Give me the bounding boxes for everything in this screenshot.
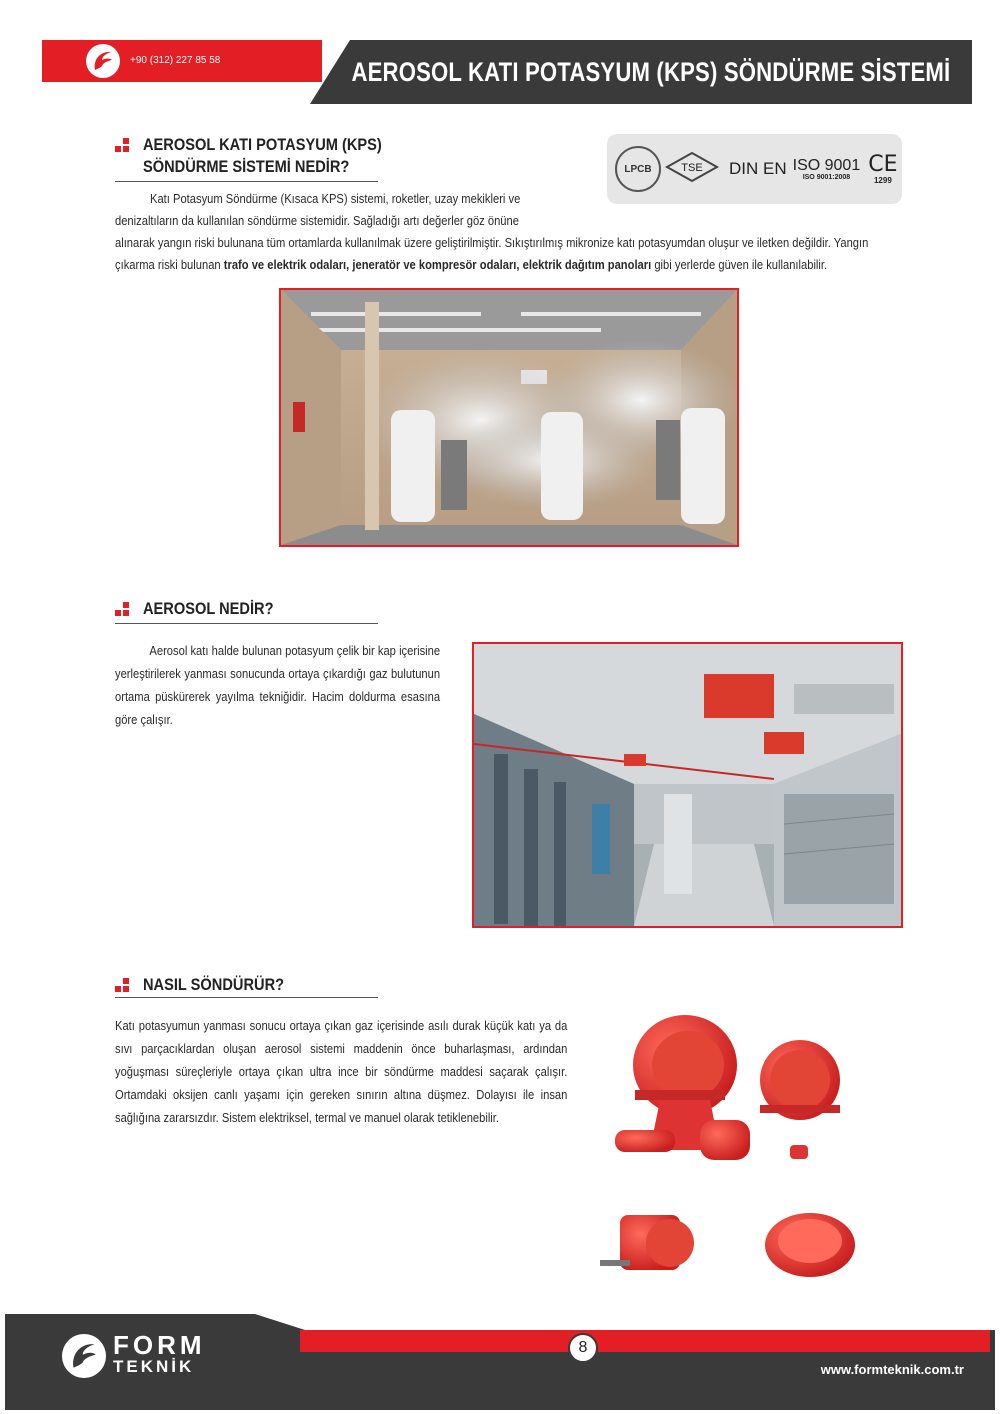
footer-red-band xyxy=(300,1330,990,1352)
section1-para-line4-bold: trafo ve elektrik odaları, jeneratör ve kompresör odaları, elektrik dağıtım panoları xyxy=(223,257,652,272)
footer-website-link[interactable]: www.formteknik.com.tr xyxy=(820,1362,964,1377)
footer-brand-bottom: TEKNİK xyxy=(113,1357,195,1376)
section2-heading xyxy=(115,598,295,620)
aerosol-modules-image xyxy=(600,1205,870,1285)
section3-paragraph: Katı potasyumun yanması sonucu ortaya çıkan gaz içerisinde asılı durak küçük katı ya da sıvı parçacıklardan oluşan aerosol sistemi maddenin önce buharlaşması, ardından yoğuşması süreçleriyle ortaya çıkan ultra ince bir söndürme maddesi saçarak çalışır. Ortamdaki oksijen canlı yaşamı için gereken sınırın altına düşmez. Dolayısı ile insan sağlığına zararsızdır. Sistem elektriksel, termal ve manuel olarak tetiklenebilir. xyxy=(115,1018,568,1125)
section2-title: AEROSOL NEDİR? xyxy=(143,599,274,618)
aerosol-generators-image xyxy=(600,1010,880,1185)
tse-label: TSE xyxy=(681,161,703,174)
electrical-room-photo xyxy=(472,642,903,928)
square-bullet-icon xyxy=(115,602,133,616)
section3-heading xyxy=(115,974,307,996)
page-number: 8 xyxy=(568,1333,598,1363)
section1-para-line3: alınarak yangın riski bulunana tüm ortamlarda kullanılmak üzere geliştirilmiştir. Sıkıştırılmış mikronize katı potasyumdan oluşur ve iletken değildir. Yangın xyxy=(115,235,869,250)
lpcb-label: LPCB xyxy=(624,163,652,175)
section1-para-line4-post: gibi yerlerde güven ile kullanılabilir. xyxy=(651,257,828,272)
footer-brand xyxy=(113,1332,206,1376)
ce-mark xyxy=(868,151,898,185)
certification-badges xyxy=(607,134,902,204)
iso-badge xyxy=(793,157,861,181)
square-bullet-icon xyxy=(115,138,133,152)
section1-para-line2: denizaltıların da kullanılan söndürme sistemidir. Sağladığı artı değerler göz önüne xyxy=(115,213,519,228)
lpcb-seal-icon xyxy=(615,146,661,192)
section2-rule xyxy=(115,623,378,624)
brand-logo-icon xyxy=(86,44,120,78)
ce-label: CE xyxy=(868,151,898,177)
square-bullet-icon xyxy=(115,978,133,992)
page-title: AEROSOL KATI POTASYUM (KPS) SÖNDÜRME SİSTEMİ xyxy=(351,57,950,87)
ce-number: 1299 xyxy=(873,175,892,185)
section3-rule xyxy=(115,997,378,998)
iso-sub-label: ISO 9001:2008 xyxy=(802,174,851,181)
footer-brand-top: FORM xyxy=(113,1330,206,1360)
section2-paragraph: Aerosol katı halde bulunan potasyum çelik bir kap içerisine yerleştirilerek yanması sonucunda ortaya çıkardığı gaz bulutunun ortama püskürerek yayılma tekniğidir. Hacim doldurma esasına göre çalışır. xyxy=(115,643,441,727)
section1-title-line2: SÖNDÜRME SİSTEMİ NEDİR? xyxy=(143,157,350,176)
section1-title-line1: AEROSOL KATI POTASYUM (KPS) xyxy=(143,135,382,154)
section1-rule xyxy=(115,181,378,182)
section1-heading xyxy=(115,134,421,178)
tse-badge-icon xyxy=(663,150,721,189)
section3-title: NASIL SÖNDÜRÜR? xyxy=(143,975,285,994)
room-aerosol-photo xyxy=(279,288,739,547)
iso-label: ISO 9001 xyxy=(792,157,861,174)
section1-para-line1: Katı Potasyum Söndürme (Kısaca KPS) sistemi, roketler, uzay mekikleri ve xyxy=(150,191,521,206)
section1-para-line4-pre: çıkarma riski bulunan xyxy=(115,257,224,272)
footer-logo-icon xyxy=(62,1334,106,1378)
section1-para-line4 xyxy=(115,253,915,276)
din-en-label: DIN EN xyxy=(729,159,787,178)
header-phone: +90 (312) 227 85 58 xyxy=(130,55,221,66)
